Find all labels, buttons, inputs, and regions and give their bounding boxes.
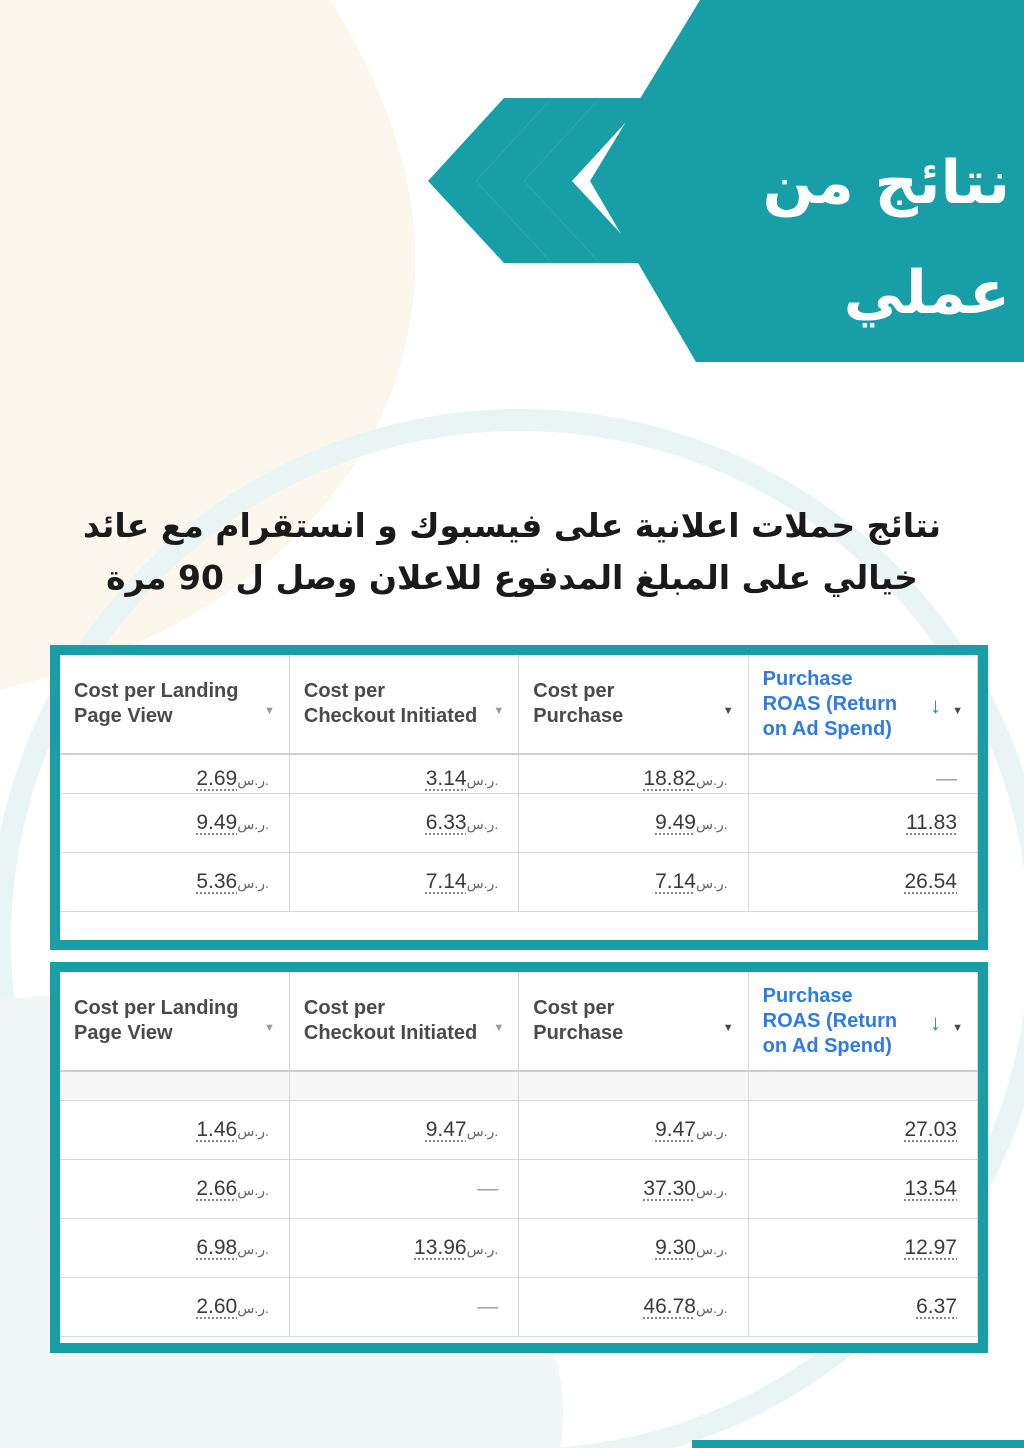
sort-down-arrow-icon[interactable]: ↓ [930, 693, 941, 718]
results-table-2 [60, 972, 978, 1337]
table-header-row [60, 655, 978, 754]
caret-down-icon[interactable]: ▼ [722, 1022, 734, 1034]
table-header-row [60, 972, 978, 1071]
caret-down-icon[interactable]: ▼ [493, 705, 505, 717]
table-2-wrapper [60, 972, 978, 1343]
subtitle-line-1: نتائج حملات اعلانية على فيسبوك و انستقرام مع عائد [82, 506, 942, 545]
results-screenshot-1 [50, 645, 988, 950]
table-row: 9.49ر.س. 6.33ر.س. 9.49ر.س. 11.83 [60, 794, 978, 853]
table-row: 2.66ر.س. — 37.30ر.س. 13.54 [60, 1160, 978, 1219]
caret-down-icon[interactable]: ▼ [263, 1022, 275, 1034]
table-row: 2.69ر.س. 3.14ر.س. 18.82ر.س. — [60, 754, 978, 794]
column-header-cost-per-checkout-initiated[interactable]: Cost per Checkout Initiated ▼ [289, 655, 518, 754]
caret-down-icon[interactable]: ▼ [722, 705, 734, 717]
column-header-cost-per-landing-page-view[interactable]: Cost per Landing Page View ▼ [60, 655, 289, 754]
table-row: 2.60ر.س. — 46.78ر.س. 6.37 [60, 1278, 978, 1337]
column-header-cost-per-purchase[interactable]: Cost per Purchase ▼ [519, 655, 748, 754]
column-header-purchase-roas[interactable]: Purchase ROAS (Return on Ad Spend) ↓ ▼ [748, 655, 977, 754]
caret-down-icon[interactable]: ▼ [263, 705, 275, 717]
table-1-wrapper [60, 655, 978, 940]
table-row: 1.46ر.س. 9.47ر.س. 9.47ر.س. 27.03 [60, 1101, 978, 1160]
caret-down-icon[interactable]: ▼ [952, 705, 963, 717]
caret-down-icon[interactable]: ▼ [493, 1022, 505, 1034]
table-row: 5.36ر.س. 7.14ر.س. 7.14ر.س. 26.54 [60, 853, 978, 912]
results-screenshot-2 [50, 962, 988, 1353]
column-header-cost-per-landing-page-view[interactable]: Cost per Landing Page View ▼ [60, 972, 289, 1071]
column-header-cost-per-checkout-initiated[interactable]: Cost per Checkout Initiated ▼ [289, 972, 518, 1071]
column-header-purchase-roas[interactable]: Purchase ROAS (Return on Ad Spend) ↓ ▼ [748, 972, 977, 1071]
results-table-1 [60, 655, 978, 912]
table-row: 6.98ر.س. 13.96ر.س. 9.30ر.س. 12.97 [60, 1219, 978, 1278]
caret-down-icon[interactable]: ▼ [952, 1022, 963, 1034]
subtitle [40, 500, 984, 604]
table-spacer-row [60, 1071, 978, 1101]
column-header-cost-per-purchase[interactable]: Cost per Purchase ▼ [519, 972, 748, 1071]
footer-strip [692, 1440, 1024, 1448]
subtitle-line-2: خيالي على المبلغ المدفوع للاعلان وصل ل 90 مرة [106, 558, 918, 597]
page-title: نتائج من عملي [762, 148, 1010, 328]
sort-down-arrow-icon[interactable]: ↓ [930, 1010, 941, 1035]
